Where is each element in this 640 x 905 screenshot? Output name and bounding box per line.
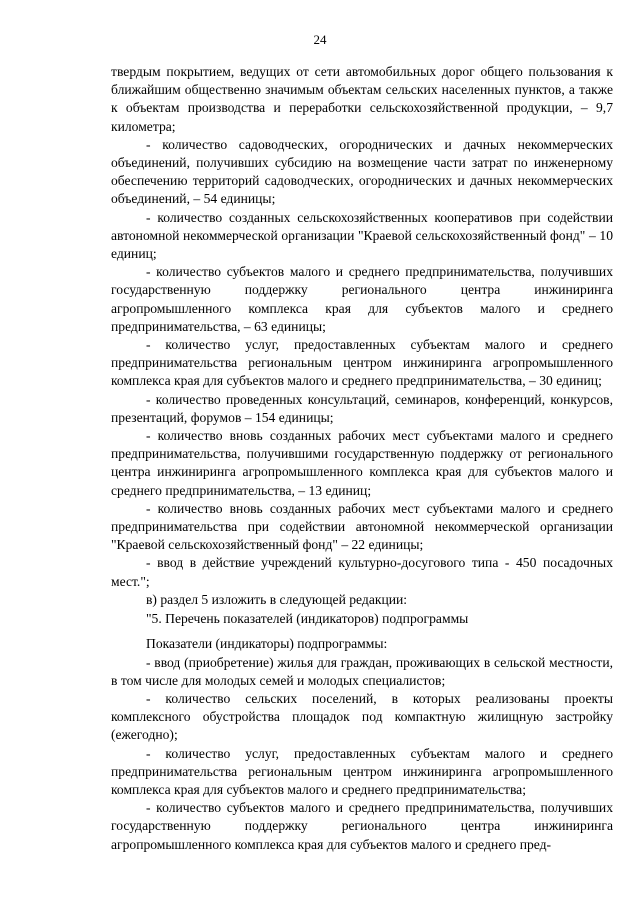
document-body: [111, 63, 613, 854]
indicators-heading: Показатели (индикаторы) подпрограммы:: [146, 636, 388, 652]
list-item: - ввод в действие учреждений культурно-досугового типа - 450 посадочных мест.";: [111, 555, 613, 589]
list-item: - ввод (приобретение) жилья для граждан, проживающих в сельской местности, в том числе для молодых семей и молодых специалистов;: [111, 654, 613, 688]
list-item: - количество услуг, предоставленных субъектам малого и среднего предпринимательства региональным центром инжиниринга агропромышленного комплекса края для субъектов малого и среднего предпринимательства;: [111, 745, 613, 797]
paragraph: твердым покрытием, ведущих от сети автомобильных дорог общего пользования к ближайшим общественно значимым объектам сельских населенных пунктов, а также к объектам производства и переработки сельскохозяйственной продукции, – 9,7 километра;: [111, 64, 613, 134]
list-item: - количество вновь созданных рабочих мест субъектами малого и среднего предпринимательства при содействии автономной некоммерческой организации "Краевой сельскохозяйственный фонд" – 22 единицы;: [111, 500, 613, 553]
list-item: - количество проведенных консультаций, семинаров, конференций, конкурсов, презентаций, форумов – 154 единицы;: [111, 391, 613, 425]
section-heading: "5. Перечень показателей (индикаторов) подпрограммы: [146, 611, 469, 627]
list-item: - количество вновь созданных рабочих мест субъектами малого и среднего предпринимательства, получившими государственную поддержку от регионального центра инжиниринга агропромышленного комплекса края для субъектов малого и среднего предпринимательства, – 13 единиц;: [111, 428, 613, 498]
list-item: - количество сельских поселений, в которых реализованы проекты комплексного обустройства площадок под компактную жилищную застройку (ежегодно);: [111, 690, 613, 743]
list-item: - количество субъектов малого и среднего предпринимательства, получивших государственную поддержку регионального центра инжиниринга агропромышленного комплекса края для субъектов малого и среднего пред-: [111, 800, 613, 852]
page-number: 24: [313, 32, 327, 47]
list-item: - количество субъектов малого и среднего предпринимательства, получивших государственную поддержку регионального центра инжиниринга агропромышленного комплекса края для субъектов малого и среднего предпринимательства, – 63 единицы;: [111, 264, 613, 334]
list-item: - количество садоводческих, огороднических и дачных некоммерческих объединений, получивших субсидию на возмещение части затрат по инженерному обеспечению территорий садоводческих, огороднических и дачных некоммерческих объединений, – 54 единицы;: [111, 136, 613, 207]
list-item: - количество созданных сельскохозяйственных кооперативов при содействии автономной некоммерческой организации "Краевой сельскохозяйственный фонд" – 10 единиц;: [111, 209, 613, 262]
list-item: - количество услуг, предоставленных субъектам малого и среднего предпринимательства региональным центром инжиниринга агропромышленного комплекса края для субъектов малого и среднего предпринимательства, – 30 единиц;: [111, 337, 613, 389]
amendment-instruction: в) раздел 5 изложить в следующей редакции:: [146, 591, 408, 607]
